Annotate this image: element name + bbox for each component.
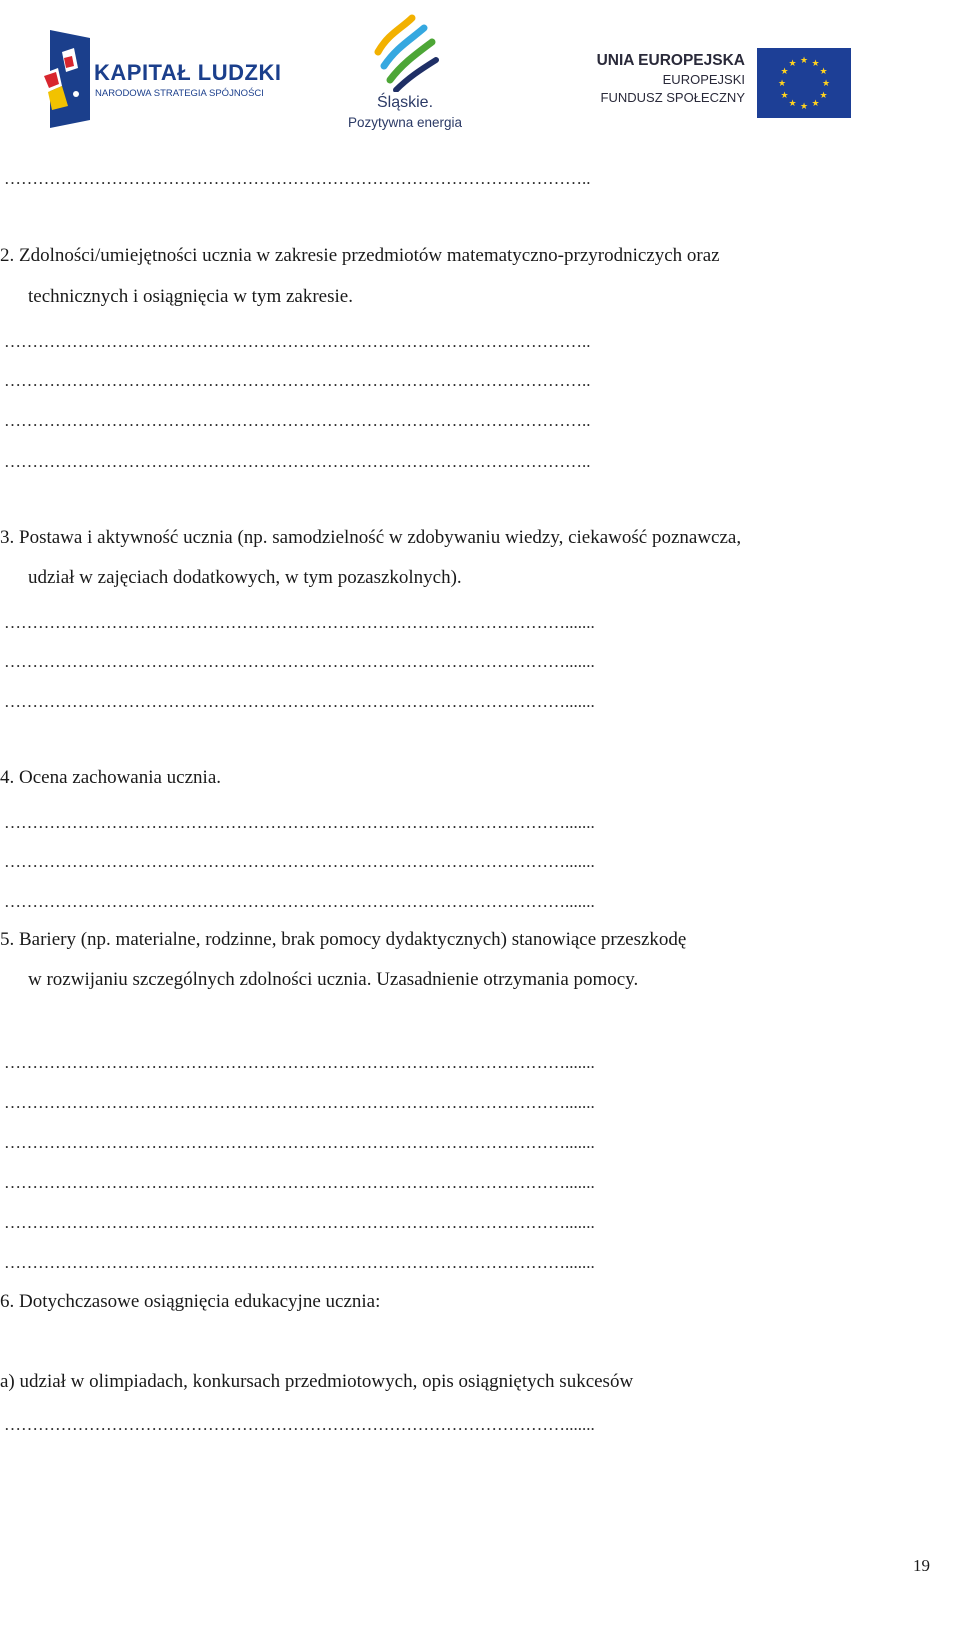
section-4-heading: 4. Ocena zachowania ucznia. [0,767,222,788]
section-2-heading-cont: technicznych i osiągnięcia w tym zakresie. [28,286,353,307]
section-5-heading: 5. Bariery (np. materialne, rodzinne, brak pomocy dydaktycznych) stanowiące przeszkodę [0,929,687,950]
slaskie-name: Śląskie. [376,94,434,111]
eu-flag-icon [757,48,851,118]
section-3-heading: 3. Postawa i aktywność ucznia (np. samodzielność w zdobywaniu wiedzy, ciekawość poznawcza, [0,527,742,548]
svg-text:★: ★ [799,102,809,112]
slaskie-waves-icon [370,14,440,92]
dotted-answer-line: ………………………………………………………………………………………....... [4,653,595,670]
dotted-answer-line: ………………………………………………………………………………………….. [4,412,591,429]
dotted-answer-line: ………………………………………………………………………………………....... [4,614,595,631]
eu-logo [585,28,865,128]
dotted-answer-line: ………………………………………………………………………………………....... [4,853,595,870]
dotted-answer-line: ………………………………………………………………………………………….. [4,170,591,187]
svg-text:★: ★ [780,91,789,101]
dotted-answer-line: ………………………………………………………………………………………....... [4,1214,595,1231]
dotted-answer-line: ………………………………………………………………………………………....... [4,814,595,831]
section-2-heading: 2. Zdolności/umiejętności ucznia w zakresie przedmiotów matematyczno-przyrodniczych oraz [0,245,720,266]
slaskie-tagline: Pozytywna energia [347,115,463,130]
dotted-answer-line: ………………………………………………………………………………………....... [4,893,595,910]
dotted-answer-line: ………………………………………………………………………………………....... [4,1054,595,1071]
kapital-ludzki-emblem-icon [40,28,100,128]
svg-text:★: ★ [819,91,828,101]
dotted-answer-line: ………………………………………………………………………………………....... [4,1174,595,1191]
kapital-ludzki-name: KAPITAŁ LUDZKI [94,60,282,85]
svg-text:★: ★ [811,59,820,69]
eu-name: UNIA EUROPEJSKA [596,52,745,69]
svg-text:★: ★ [799,56,809,66]
eu-fund-line2: FUNDUSZ SPOŁECZNY [600,90,745,105]
slaskie-logo [335,14,475,136]
section-6-heading: 6. Dotychczasowe osiągnięcia edukacyjne ucznia: [0,1291,381,1312]
dotted-answer-line: ………………………………………………………………………………………….. [4,372,591,389]
svg-text:★: ★ [788,59,797,69]
section-5-heading-cont: w rozwijaniu szczególnych zdolności ucznia. Uzasadnienie otrzymania pomocy. [28,969,639,990]
logo-bar [0,0,960,150]
kapital-ludzki-logo [40,28,282,128]
page-number: 19 [913,1556,930,1575]
svg-text:★: ★ [819,67,828,77]
dotted-answer-line: ………………………………………………………………………………………....... [4,1134,595,1151]
section-6a-heading: a) udział w olimpiadach, konkursach przedmiotowych, opis osiągniętych sukcesów [0,1371,634,1392]
dotted-answer-line: ………………………………………………………………………………………....... [4,1254,595,1271]
dotted-answer-line: ………………………………………………………………………………………....... [4,693,595,710]
section-3-heading-cont: udział w zajęciach dodatkowych, w tym pozaszkolnych). [28,567,462,588]
svg-text:★: ★ [788,99,797,109]
svg-text:★: ★ [777,79,787,89]
svg-text:★: ★ [811,99,820,109]
dotted-answer-line: ………………………………………………………………………………………....... [4,1416,595,1433]
dotted-answer-line: ………………………………………………………………………………………….. [4,453,591,470]
svg-text:★: ★ [780,67,789,77]
dotted-answer-line: ………………………………………………………………………………………….. [4,333,591,350]
eu-fund-line1: EUROPEJSKI [662,72,745,87]
svg-text:★: ★ [821,79,831,89]
kapital-ludzki-subtitle: NARODOWA STRATEGIA SPÓJNOŚCI [95,88,264,99]
dotted-answer-line: ………………………………………………………………………………………....... [4,1094,595,1111]
